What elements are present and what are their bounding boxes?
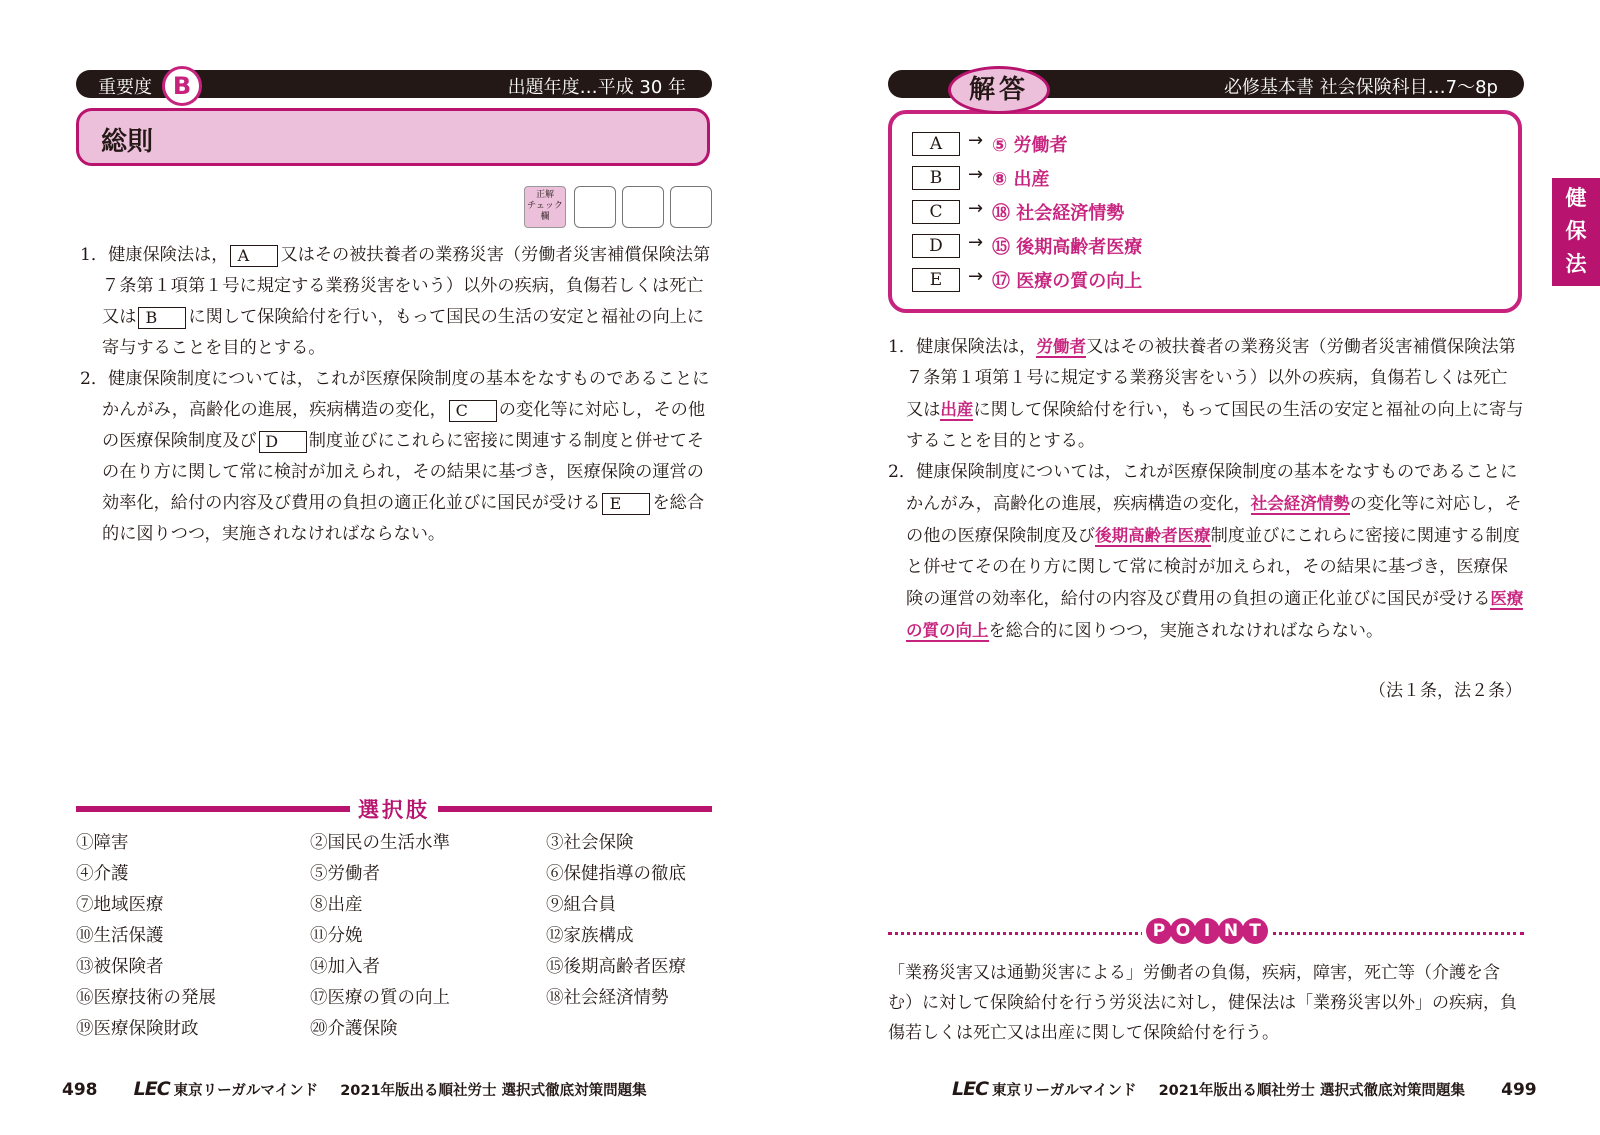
choice-item: ②国民の生活水準 <box>310 833 450 853</box>
explanation-text <box>888 331 1524 647</box>
highlight-answer-d: 後期高齢者医療 <box>1095 526 1211 545</box>
question-paragraph-2: 2．健康保険制度については，これが医療保険制度の基本をなすものであることにかんがみ，高齢化の進展，疾病構造の変化， C の変化等に対応し，その他の医療保険制度及び D 制度並びにこれらに密接に関連する制度と併せてその在り方に関して常に検討が加えられ，その結果に基づき，医療保険の運営の効率化，給付の内容及び費用の負担の適正化並びに国民が受ける E を総合的に図りつつ，実施されなければならない。 <box>80 369 710 544</box>
answer-box <box>888 110 1522 313</box>
point-letter: T <box>1242 918 1268 944</box>
choice-item: ⑮後期高齢者医療 <box>546 957 686 977</box>
highlight-answer-b: 出産 <box>940 400 974 419</box>
importance-label: 重要度 <box>98 77 152 98</box>
highlight-answer-c: 社会経済情勢 <box>1250 494 1350 513</box>
blank-c: C <box>449 400 497 422</box>
answer-key: B <box>912 166 960 190</box>
blank-b: B <box>138 307 186 329</box>
answer-badge: 解答 <box>948 66 1050 114</box>
publisher-name: 東京リーガルマインド <box>992 1083 1137 1099</box>
answer-key: A <box>912 132 960 156</box>
choice-item: ④介護 <box>76 864 129 884</box>
law-citation: （法１条，法２条） <box>1369 681 1522 701</box>
arrow-icon: → <box>968 164 984 185</box>
side-tab-char: 法 <box>1565 252 1587 276</box>
arrow-icon: → <box>968 266 984 287</box>
choice-item: ⑭加入者 <box>310 957 380 977</box>
answer-key: D <box>912 234 960 258</box>
lec-logo: LEC <box>133 1078 170 1100</box>
question-paragraph-1: 1．健康保険法は， A 又はその被扶養者の業務災害（労働者災害補償保険法第７条第１項第１号に規定する業務災害をいう）以外の疾病，負傷若しくは死亡又は B に関して保険給付を行い，もって国民の生活の安定と福祉の向上に寄与することを目的とする。 <box>80 245 711 358</box>
section-title: 総則 <box>101 127 154 157</box>
choice-item: ⑩生活保護 <box>76 926 164 946</box>
publisher-name: 東京リーガルマインド <box>173 1083 319 1099</box>
choice-item: ⑤労働者 <box>310 864 380 884</box>
side-tab-char: 保 <box>1565 219 1587 243</box>
answer-value: ⑰ 医療の質の向上 <box>992 271 1143 292</box>
choice-item: ⑯医療技術の発展 <box>76 988 216 1008</box>
choice-item: ⑥保健指導の徹底 <box>546 864 686 884</box>
blank-d: D <box>259 431 307 453</box>
importance-grade-badge: B <box>162 66 202 106</box>
answer-value: ⑤ 労働者 <box>992 135 1068 156</box>
choice-item: ⑱社会経済情勢 <box>546 988 669 1008</box>
highlight-answer-a: 労働者 <box>1036 337 1086 356</box>
blank-a: A <box>230 245 278 267</box>
arrow-icon: → <box>968 130 984 151</box>
book-title: 2021年版出る順社労士 選択式徹底対策問題集 <box>1158 1083 1465 1099</box>
side-tab-char: 健 <box>1565 186 1587 210</box>
point-letter: N <box>1218 918 1244 944</box>
check-box-2[interactable] <box>622 186 664 228</box>
right-footer <box>952 1078 1537 1100</box>
left-footer <box>62 1078 647 1100</box>
choice-item: ①障害 <box>76 833 129 853</box>
answer-key: E <box>912 268 960 292</box>
check-box-1[interactable] <box>574 186 616 228</box>
answer-value: ⑧ 出産 <box>992 169 1050 190</box>
lec-logo: LEC <box>952 1078 989 1100</box>
highlight-answer-e: 医療の質の向上 <box>906 589 1524 640</box>
arrow-icon: → <box>968 198 984 219</box>
choice-item: ⑳介護保険 <box>310 1019 398 1039</box>
book-title: 2021年版出る順社労士 選択式徹底対策問題集 <box>340 1083 647 1099</box>
blank-e: E <box>602 493 650 515</box>
question-text <box>80 240 716 550</box>
choice-item: ⑲医療保険財政 <box>76 1019 199 1039</box>
point-letter: P <box>1146 918 1172 944</box>
point-letter: O <box>1170 918 1196 944</box>
page-number: 498 <box>62 1080 98 1100</box>
answer-key: C <box>912 200 960 224</box>
arrow-icon: → <box>968 232 984 253</box>
section-title-box <box>76 108 710 166</box>
choice-item: ⑧出産 <box>310 895 363 915</box>
choice-item: ⑰医療の質の向上 <box>310 988 450 1008</box>
check-column-label: 正解 チェック 欄 <box>524 186 566 228</box>
choice-item: ⑦地域医療 <box>76 895 164 915</box>
explanation-paragraph-1: 1．健康保険法は，労働者又はその被扶養者の業務災害（労働者災害補償保険法第７条第１項第１号に規定する業務災害をいう）以外の疾病，負傷若しくは死亡又は出産に関して保険給付を行い，もって国民の生活の安定と福祉の向上に寄与することを目的とする。 <box>888 337 1524 451</box>
choice-item: ⑨組合員 <box>546 895 616 915</box>
chapter-side-tab <box>1552 178 1600 286</box>
choice-item: ③社会保険 <box>546 833 634 853</box>
point-letter: I <box>1194 918 1220 944</box>
choice-item: ⑫家族構成 <box>546 926 634 946</box>
exam-year: 出題年度…平成 30 年 <box>507 77 686 98</box>
answer-value: ⑱ 社会経済情勢 <box>992 203 1125 224</box>
point-text: 「業務災害又は通勤災害による」労働者の負傷，疾病，障害，死亡等（介護を含む）に対して保険給付を行う労災法に対し，健保法は「業務災害以外」の疾病，負傷若しくは死亡又は出産に関して保険給付を行う。 <box>888 963 1517 1043</box>
choice-item: ⑪分娩 <box>310 926 363 946</box>
check-box-3[interactable] <box>670 186 712 228</box>
answer-value: ⑮ 後期高齢者医療 <box>992 237 1143 258</box>
explanation-paragraph-2: 2．健康保険制度については，これが医療保険制度の基本をなすものであることにかんがみ，高齢化の進展，疾病構造の変化，社会経済情勢の変化等に対応し，その他の医療保険制度及び後期高齢者医療制度並びにこれらに密接に関連する制度と併せてその在り方に関して常に検討が加えられ，その結果に基づき，医療保険の運営の効率化，給付の内容及び費用の負担の適正化並びに国民が受ける医療の質の向上を総合的に図りつつ，実施されなければならない。 <box>888 462 1524 641</box>
choice-item: ⑬被保険者 <box>76 957 164 977</box>
page-number: 499 <box>1501 1080 1537 1100</box>
reference-text: 必修基本書 社会保険科目…7～8p <box>1223 77 1498 98</box>
choices-title: 選択肢 <box>350 794 438 824</box>
